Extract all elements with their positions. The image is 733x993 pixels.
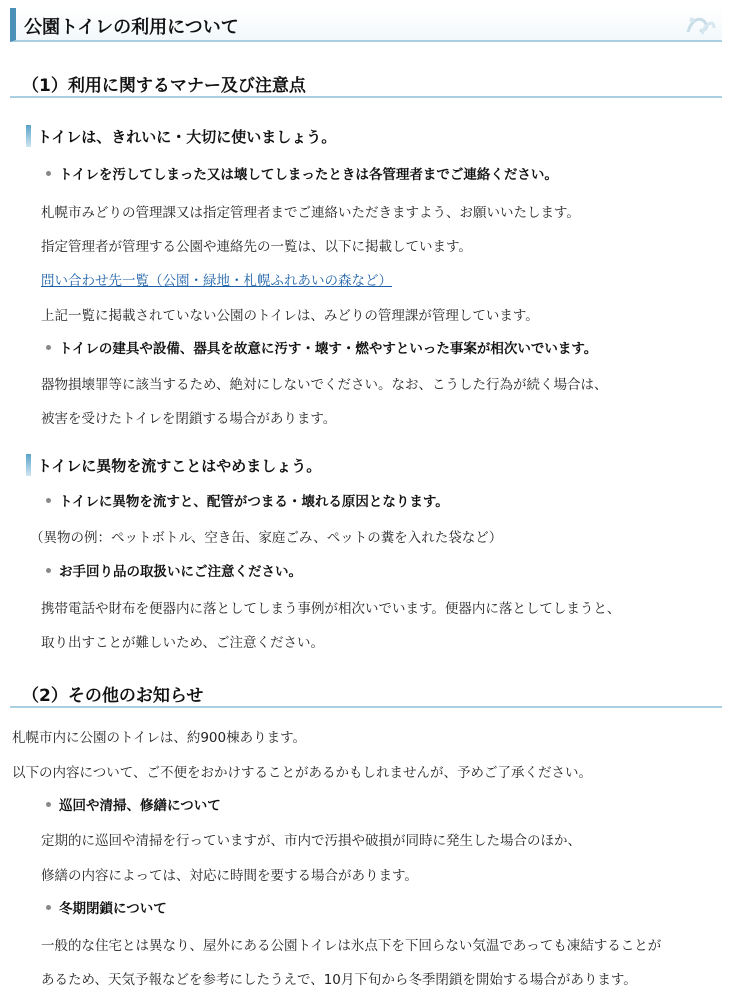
paragraph: （異物の例：ペットボトル、空き缶、家庭ごみ、ペットの糞を入れた袋など） [30,530,503,546]
section-heading-1-text: （1）利用に関するマナー及び注意点 [22,76,306,96]
contact-list-link[interactable]: 問い合わせ先一覧（公園・緑地・札幌ふれあいの森など） [41,273,392,289]
bullet-item: お手回り品の取扱いにご注意ください。 [46,560,302,580]
bullet-item: 冬期閉鎖について [46,897,167,917]
swirl-ornament-icon [684,12,716,38]
paragraph: 上記一覧に掲載されていない公園のトイレは、みどりの管理課が管理しています。 [41,308,539,324]
paragraph: 指定管理者が管理する公園や連絡先の一覧は、以下に掲載しています。 [41,239,472,255]
paragraph: 修繕の内容によっては、対応に時間を要する場合があります。 [41,868,418,884]
paragraph: あるため、天気予報などを参考にしたうえで、10月下旬から冬季閉鎖を開始する場合があります。 [41,972,637,988]
subsection-heading-2-text: トイレに異物を流すことはやめましょう。 [37,457,322,475]
paragraph: 携帯電話や財布を便器内に落としてしまう事例が相次いでいます。便器内に落としてしまうと、 [41,601,621,617]
paragraph: 器物損壊罪等に該当するため、絶対にしないでください。なお、こうした行為が続く場合は、 [41,377,608,393]
paragraph: 取り出すことが難しいため、ご注意ください。 [41,635,324,651]
heading-bar-icon [26,454,31,476]
bullet-dot-icon [46,345,51,350]
bullet-item: トイレを汚してしまった又は壊してしまったときは各管理者までご連絡ください。 [46,163,558,183]
bullet-dot-icon [46,498,51,503]
page-title-bar [10,8,722,42]
heading-bar-icon [26,125,31,147]
page-title: 公園トイレの利用について [24,17,239,38]
paragraph: 札幌市みどりの管理課又は指定管理者までご連絡いただきますよう、お願いいたします。 [41,205,580,221]
paragraph: 被害を受けたトイレを閉鎖する場合があります。 [41,411,337,427]
bullet-dot-icon [46,568,51,573]
bullet-dot-icon [46,802,51,807]
bullet-item: トイレの建具や設備、器具を故意に汚す・壊す・燃やすといった事案が相次いでいます。 [46,337,597,357]
bullet-dot-icon [46,905,51,910]
section-heading-2-text: （2）その他のお知らせ [22,686,204,706]
section-heading-1 [10,68,722,98]
paragraph: 札幌市内に公園のトイレは、約900棟あります。 [12,730,307,746]
paragraph: 以下の内容について、ご不便をおかけすることがあるかもしれませんが、予めご了承ください。 [12,765,592,781]
subsection-heading-1-text: トイレは、きれいに・大切に使いましょう。 [37,128,337,146]
bullet-dot-icon [46,171,51,176]
section-heading-2 [10,678,722,708]
paragraph: 定期的に巡回や清掃を行っていますが、市内で汚損や破損が同時に発生した場合のほか、 [41,833,581,849]
bullet-item: トイレに異物を流すと、配管がつまる・壊れる原因となります。 [46,490,449,510]
paragraph: 一般的な住宅とは異なり、屋外にある公園トイレは氷点下を下回らない気温であっても凍結することが [41,938,662,954]
bullet-item: 巡回や清掃、修繕について [46,794,221,814]
